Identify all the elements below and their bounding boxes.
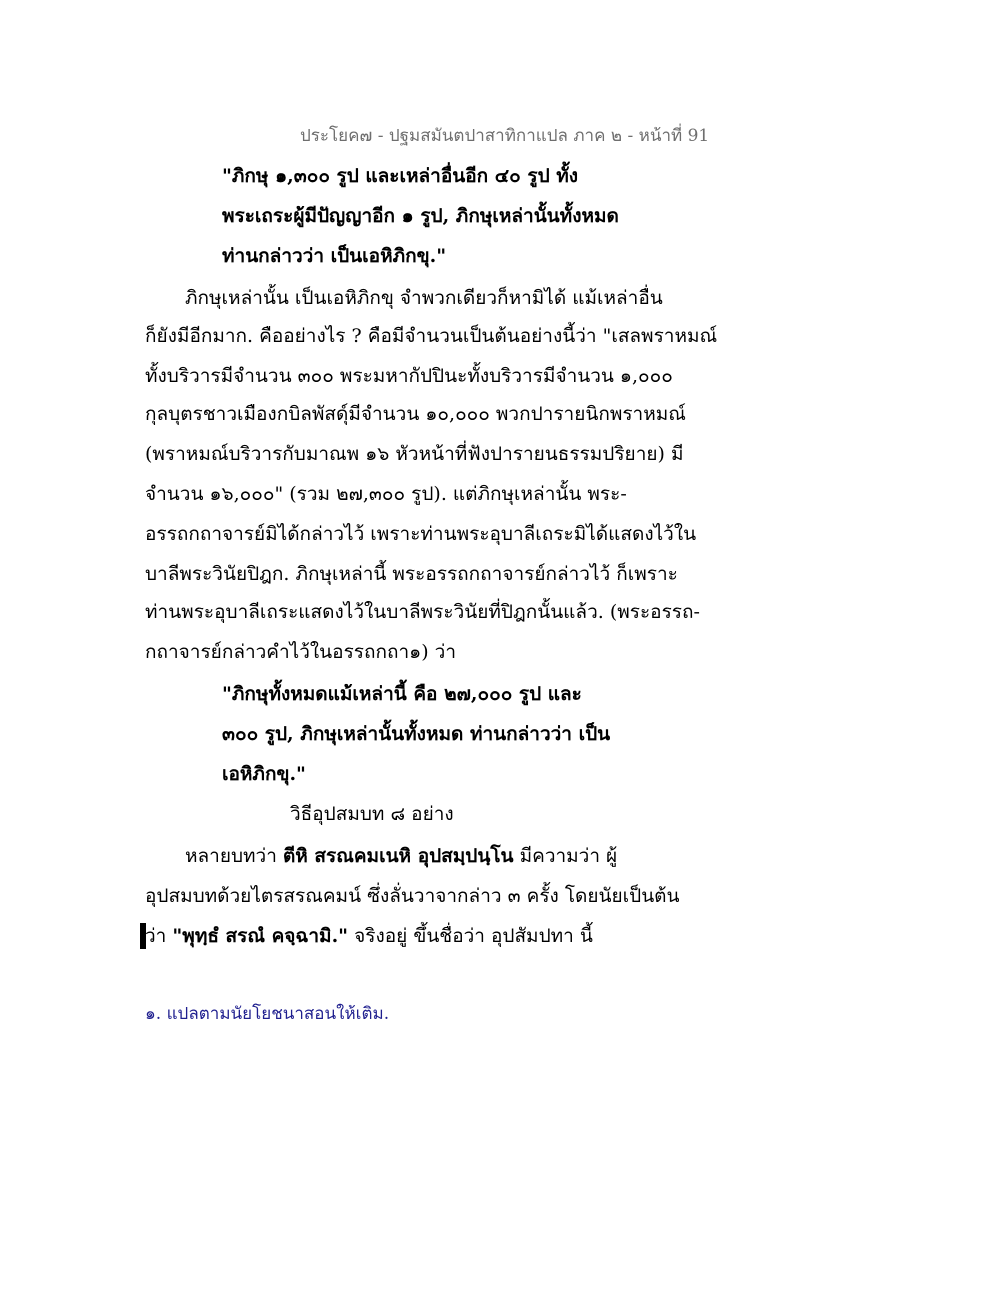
para2-line-3-pre: ว่า: [145, 925, 173, 947]
para2-line-1-bold: ตีหิ สรณคมเนหิ อุปสมฺปนฺโน: [282, 845, 514, 867]
quote1-line-3: ท่านกล่าวว่า เป็นเอหิภิกขุ.": [222, 245, 447, 267]
quote1-line-1: "ภิกษุ ๑,๓๐๐ รูป และเหล่าอื่นอีก ๔๐ รูป ทั้ง: [222, 165, 579, 187]
para2-line-2: อุปสมบทด้วยไตรสรณคมน์ ซึ่งลั่นวาจากล่าว ๓ ครั้ง โดยนัยเป็นต้น: [145, 885, 680, 907]
page-header: ประโยค๗ - ปฐมสมันตปาสาทิกาแปล ภาค ๒ - หน้าที่ 91: [300, 126, 710, 146]
para1-line-1: ภิกษุเหล่านั้น เป็นเอหิภิกขุ จำพวกเดียวก็หามิได้ แม้เหล่าอื่น: [185, 287, 663, 309]
section-title: วิธีอุปสมบท ๘ อย่าง: [290, 803, 454, 825]
para1-line-8: บาลีพระวินัยปิฎก. ภิกษุเหล่านี้ พระอรรถกถาจารย์กล่าวไว้ ก็เพราะ: [145, 563, 678, 585]
para1-line-2: ก็ยังมีอีกมาก. คืออย่างไร ? คือมีจำนวนเป็นต้นอย่างนี้ว่า "เสลพราหมณ์: [145, 325, 718, 347]
quote2-line-3: เอหิภิกขุ.": [222, 763, 306, 785]
quote1-line-2: พระเถระผู้มีปัญญาอีก ๑ รูป, ภิกษุเหล่านั้นทั้งหมด: [222, 205, 619, 227]
para1-line-10: กถาจารย์กล่าวคำไว้ในอรรถกถา๑) ว่า: [145, 641, 457, 663]
para1-line-9: ท่านพระอุบาลีเถระแสดงไว้ในบาลีพระวินัยที่ปิฎกนั้นแล้ว. (พระอรรถ-: [145, 601, 700, 623]
para1-line-5: (พราหมณ์บริวารกับมาณพ ๑๖ หัวหน้าที่ฟังปารายนธรรมปริยาย) มี: [145, 443, 684, 465]
para2-line-3-post: จริงอยู่ ขึ้นชื่อว่า อุปสัมปทา นี้: [348, 925, 593, 947]
para2-line-3-bold: "พุทฺธํ สรณํ คจฺฉามิ.": [172, 925, 349, 947]
para1-line-3: ทั้งบริวารมีจำนวน ๓๐๐ พระมหากัปปินะทั้งบริวารมีจำนวน ๑,๐๐๐: [145, 365, 673, 387]
quote2-line-1: "ภิกษุทั้งหมดแม้เหล่านี้ คือ ๒๗,๐๐๐ รูป และ: [222, 683, 582, 705]
footnote: ๑. แปลตามนัยโยชนาสอนให้เติม.: [145, 1004, 390, 1024]
para1-line-7: อรรถกถาจารย์มิได้กล่าวไว้ เพราะท่านพระอุบาลีเถระมิได้แสดงไว้ใน: [145, 523, 697, 545]
para2-line-1-post: มีความว่า ผู้: [513, 845, 618, 867]
quote2-line-2: ๓๐๐ รูป, ภิกษุเหล่านั้นทั้งหมด ท่านกล่าวว่า เป็น: [222, 723, 611, 745]
para1-line-4: กุลบุตรชาวเมืองกบิลพัสดุ์มีจำนวน ๑๐,๐๐๐ พวกปารายนิกพราหมณ์: [145, 403, 686, 425]
para2-line-1-pre: หลายบทว่า: [185, 845, 283, 867]
para2-line-3: [145, 922, 593, 950]
para1-line-6: จำนวน ๑๖,๐๐๐" (รวม ๒๗,๓๐๐ รูป). แต่ภิกษุเหล่านั้น พระ-: [145, 483, 627, 505]
para2-line-1: [185, 842, 617, 870]
